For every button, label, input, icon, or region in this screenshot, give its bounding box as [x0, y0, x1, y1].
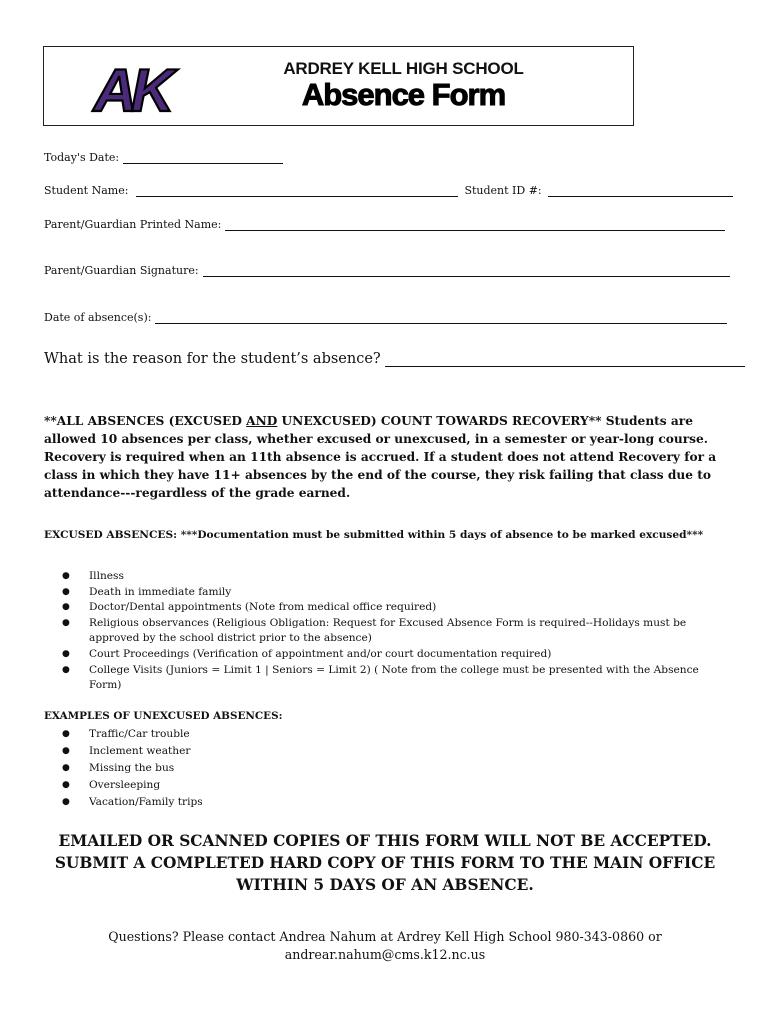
unexcused-absences-heading: EXAMPLES OF UNEXCUSED ABSENCES:: [44, 710, 283, 722]
parent-name-field[interactable]: [44, 218, 725, 231]
contact-info: [44, 928, 726, 964]
list-item: ● Missing the bus: [62, 760, 462, 777]
absence-dates-line[interactable]: [155, 313, 727, 324]
parent-name-label: Parent/Guardian Printed Name:: [44, 218, 222, 231]
parent-signature-line[interactable]: [203, 266, 730, 277]
parent-name-line[interactable]: [225, 220, 725, 231]
student-id-line[interactable]: [548, 186, 733, 197]
student-name-line[interactable]: [136, 186, 458, 197]
contact-line: Questions? Please contact Andrea Nahum at Ardrey Kell High School 980-343-0860 or: [108, 929, 662, 944]
recovery-policy: [44, 412, 724, 502]
parent-signature-label: Parent/Guardian Signature:: [44, 264, 199, 277]
absence-dates-field[interactable]: [44, 311, 727, 324]
list-item: ● Religious observances (Religious Obligation: Request for Excused Absence Form is required--Holidays must be approved by the school district prior to the absence): [62, 616, 702, 647]
list-item: ● Inclement weather: [62, 743, 462, 760]
student-name-field[interactable]: [44, 184, 733, 197]
student-name-label: Student Name:: [44, 184, 129, 197]
unexcused-absences-list: [62, 726, 462, 811]
excused-absences-list: [62, 569, 702, 694]
submission-notice: EMAILED OR SCANNED COPIES OF THIS FORM WILL NOT BE ACCEPTED. SUBMIT A COMPLETED HARD COPY OF THIS FORM TO THE MAIN OFFICE WITHIN 5 DAYS OF AN ABSENCE.: [54, 832, 716, 894]
contact-email: andrear.nahum@cms.k12.nc.us: [284, 947, 486, 962]
list-item: ● Doctor/Dental appointments (Note from medical office required): [62, 600, 702, 616]
todays-date-label: Today's Date:: [44, 151, 120, 164]
student-id-label: Student ID #:: [464, 184, 542, 197]
school-name: ARDREY KELL HIGH SCHOOL: [283, 59, 524, 78]
todays-date-line[interactable]: [123, 153, 283, 164]
reason-question-field[interactable]: [44, 351, 745, 367]
policy-text-start: **ALL ABSENCES (EXCUSED: [44, 414, 247, 428]
list-item: ● Traffic/Car trouble: [62, 726, 462, 743]
ak-logo-lettering: AK: [93, 57, 169, 117]
excused-absences-heading: EXCUSED ABSENCES: ***Documentation must be submitted within 5 days of absence to be marked excused***: [44, 529, 704, 541]
policy-underlined-and: AND: [246, 414, 278, 428]
todays-date-field[interactable]: [44, 151, 283, 164]
reason-answer-line[interactable]: [385, 354, 745, 367]
list-item: ● Vacation/Family trips: [62, 794, 462, 811]
list-item: ● Oversleeping: [62, 777, 462, 794]
absence-dates-label: Date of absence(s):: [44, 311, 152, 324]
parent-signature-field[interactable]: [44, 264, 730, 277]
list-item: ● Illness: [62, 569, 702, 585]
list-item: ● Death in immediate family: [62, 585, 702, 601]
policy-text-end: UNEXCUSED) COUNT TOWARDS RECOVERY** Students are allowed 10 absences per class, whether excused or unexcused, in a semester or year-long course. Recovery is required when an 11th absence is accrued. If a student does not attend Recovery for a class in which they have 11+ absences by the end of the course, they risk failing that class due to attendance---regardless of the grade earned.: [44, 414, 717, 500]
list-item: ● College Visits (Juniors = Limit 1 | Seniors = Limit 2) ( Note from the college must be presented with the Absence Form): [62, 663, 702, 694]
reason-question-label: What is the reason for the student’s absence?: [44, 351, 381, 367]
list-item: ● Court Proceedings (Verification of appointment and/or court documentation required): [62, 647, 702, 663]
form-title: Absence Form: [301, 77, 506, 112]
form-header: [43, 46, 634, 126]
